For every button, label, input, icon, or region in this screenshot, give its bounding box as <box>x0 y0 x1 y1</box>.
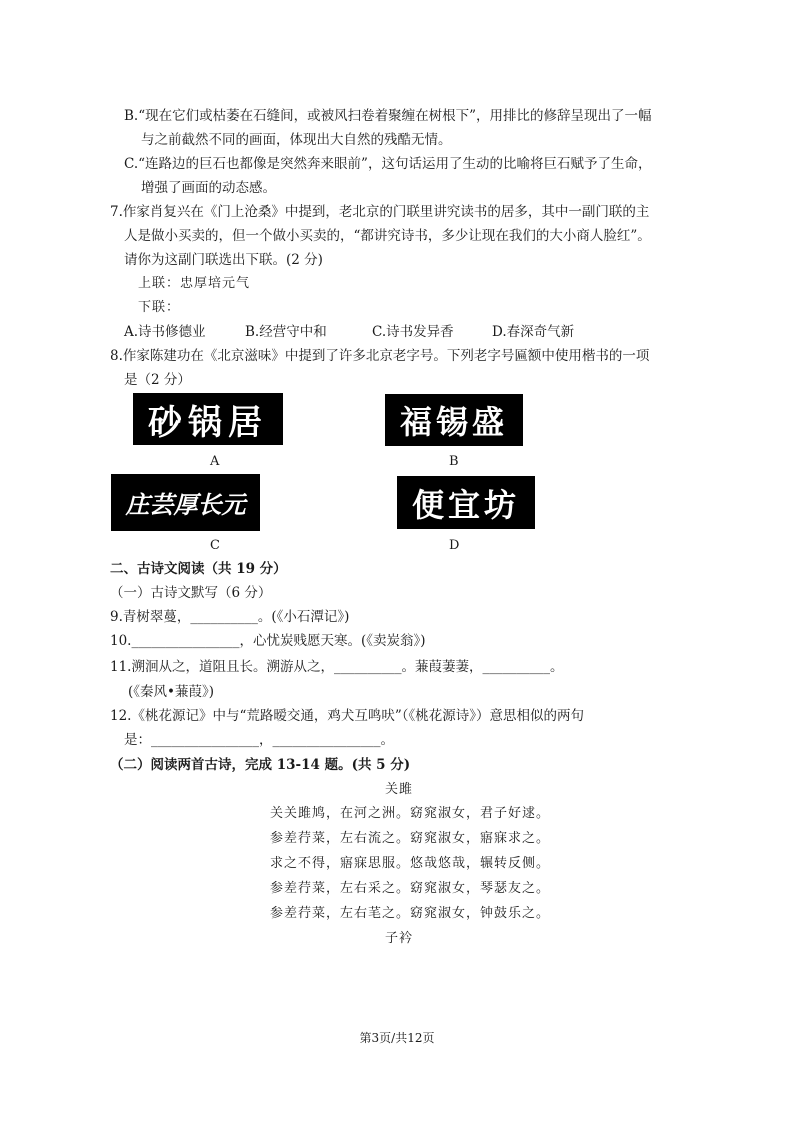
q6-option-b-line1: B.“现在它们或枯萎在石缝间，或被风扫卷着聚缠在树根下”，用排比的修辞呈现出了一幅 <box>124 108 652 124</box>
q8-line1: 8.作家陈建功在《北京滋味》中提到了许多北京老字号。下列老字号匾额中使用楷书的一项 <box>110 348 650 364</box>
poem1-line-2: 参差荇菜，左右流之。窈窕淑女，寤寐求之。 <box>270 831 551 846</box>
plaque-a-text: 砂锅居 <box>148 402 268 443</box>
plaque-image-d <box>397 476 535 529</box>
section2-title: 二、古诗文阅读（共 19 分） <box>110 561 287 577</box>
q7-option-a: A.诗书修德业 <box>124 324 206 340</box>
q7-option-c: C.诗书发异香 <box>372 324 454 340</box>
q7-lower-couplet: 下联： <box>138 300 181 315</box>
poem1-line-5: 参差荇菜，左右芼之。窈窕淑女，钟鼓乐之。 <box>270 906 551 921</box>
q6-option-c-line1: C.“连路边的巨石也都像是突然奔来眼前”，这句话运用了生动的比喻将巨石赋予了生命， <box>124 156 652 172</box>
section2-sub1: （一）古诗文默写（6 分） <box>110 585 272 601</box>
q7-line2: 人是做小买卖的，但一个做小买卖的，“都讲究诗书，多少让现在我们的大小商人脸红”。 <box>124 228 651 244</box>
plaque-image-c <box>111 474 260 531</box>
q11-line1: 11.溯洄从之，道阻且长。溯游从之，__________。蒹葭萋萋，__________。 <box>110 659 564 675</box>
poem1-line-3: 求之不得，寤寐思服。悠哉悠哉，辗转反侧。 <box>270 856 551 871</box>
plaque-label-a: A <box>210 454 220 469</box>
poem1-line-1: 关关雎鸠，在河之洲。窈窕淑女，君子好逑。 <box>270 806 551 821</box>
plaque-d-text: 便宜坊 <box>411 485 520 524</box>
plaque-image-a <box>133 393 283 445</box>
q7-option-d: D.春深奇气新 <box>492 324 575 340</box>
q12-line2: 是：________________，________________。 <box>124 732 394 748</box>
q7-option-b: B.经营守中和 <box>245 324 327 340</box>
q7-line3: 请你为这副门联选出下联。(2 分) <box>124 252 323 268</box>
plaque-c-text: 庄芸厚长元 <box>125 490 246 519</box>
q11-line2: (《秦风•蒹葭》) <box>128 684 214 700</box>
plaque-image-b <box>385 394 523 446</box>
plaque-label-d: D <box>449 538 460 553</box>
section2-sub2: （二）阅读两首古诗，完成 13-14 题。(共 5 分) <box>110 757 411 773</box>
plaque-label-b: B <box>449 454 459 469</box>
q7-line1: 7.作家肖复兴在《门上沧桑》中提到，老北京的门联里讲究读书的居多，其中一副门联的主 <box>110 204 650 220</box>
q6-option-b-line2: 与之前截然不同的画面，体现出大自然的残酷无情。 <box>141 132 452 148</box>
page-footer: 第3页/共12页 <box>359 1031 435 1045</box>
q12-line1: 12.《桃花源记》中与“荒路暧交通，鸡犬互鸣吠”（《桃花源诗》）意思相似的两句 <box>110 708 585 724</box>
poem1-title: 关雎 <box>385 782 414 797</box>
plaque-b-text: 福锡盛 <box>399 403 508 441</box>
plaque-label-c: C <box>210 538 220 553</box>
q7-upper-couplet: 上联：忠厚培元气 <box>138 276 251 291</box>
q8-line2: 是（2 分） <box>124 372 191 388</box>
q10: 10.________________，心忧炭贱愿天寒。(《卖炭翁》) <box>110 633 426 649</box>
poem1-line-4: 参差荇菜，左右采之。窈窕淑女，琴瑟友之。 <box>270 881 551 896</box>
poem2-title: 子衿 <box>385 931 414 946</box>
q6-option-c-line2: 增强了画面的动态感。 <box>141 180 276 196</box>
q9: 9.青树翠蔓，__________。(《小石潭记》) <box>110 609 350 625</box>
